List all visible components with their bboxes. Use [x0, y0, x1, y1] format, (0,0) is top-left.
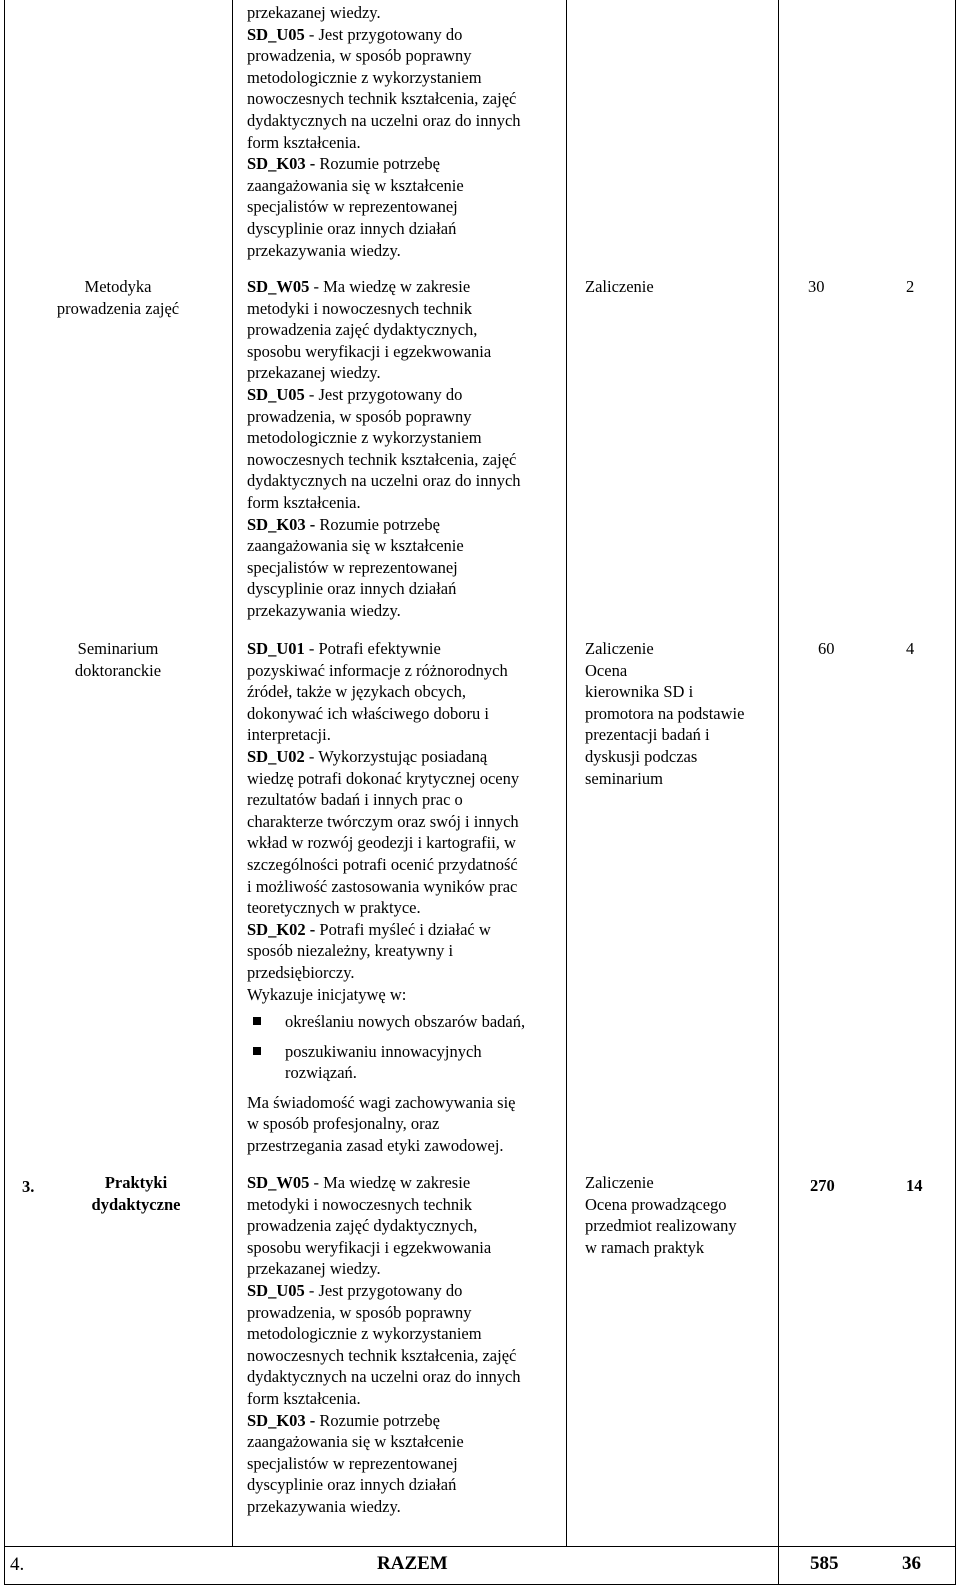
text-run: Ma świadomość wagi zachowywania się [247, 1092, 516, 1112]
text-line [247, 298, 521, 320]
text-run: i możliwość zastosowania wyników prac [247, 876, 518, 896]
assessment-line: Ocena [585, 660, 628, 680]
text-line [247, 1172, 521, 1194]
text-run: wiedzę potrafi dokonać krytycznej oceny [247, 768, 520, 788]
list-item [247, 1011, 525, 1033]
assessment-seminarium [585, 638, 744, 789]
text-run: źródeł, także w językach obcych, [247, 682, 466, 702]
text-line [247, 1092, 525, 1114]
table-border-bottom [4, 1584, 956, 1585]
text-line [247, 919, 525, 941]
text-line [247, 427, 521, 449]
text-run: prowadzenia zajęć dydaktycznych, [247, 320, 478, 340]
text-run: form kształcenia. [247, 492, 361, 512]
text-run: przekazywania wiedzy. [247, 1496, 401, 1516]
assessment-metodyka [585, 276, 654, 298]
subject-name-line: dydaktyczne [91, 1194, 181, 1214]
text-line [247, 1237, 521, 1259]
text-run: dyscyplinie oraz innych działań [247, 218, 457, 238]
text-run: wkład w rozwój geodezji i kartografii, w [247, 833, 516, 853]
text-run: szczególności potrafi ocenić przydatność [247, 854, 518, 874]
text-run: dydaktycznych na uczelni oraz do innych [247, 471, 521, 491]
text-run: dyscyplinie oraz innych działań [247, 579, 457, 599]
text-line [247, 1453, 521, 1475]
assessment-line: w ramach praktyk [585, 1237, 705, 1257]
effect-code: SD_K03 - [247, 1410, 316, 1430]
column-divider [232, 0, 233, 1546]
list-item-line: określaniu nowych obszarów badań, [285, 1012, 526, 1032]
text-line [247, 110, 521, 132]
text-line [247, 557, 521, 579]
text-run: przekazanej wiedzy. [247, 3, 381, 22]
text-line [247, 470, 521, 492]
text-line [247, 2, 521, 24]
list-item [247, 1041, 525, 1084]
text-run: przestrzegania zasad etyki zawodowej. [247, 1136, 504, 1156]
subject-name-metodyka [4, 276, 232, 319]
effect-code: SD_U05 [247, 1280, 305, 1300]
text-run: interpretacji. [247, 725, 331, 745]
text-run: - Jest przygotowany do [304, 1280, 463, 1300]
text-line [247, 660, 525, 682]
text-run: dydaktycznych na uczelni oraz do innych [247, 110, 521, 130]
text-line [247, 88, 521, 110]
text-run: nowoczesnych technik kształcenia, zajęć [247, 89, 517, 109]
text-run: Rozumie potrzebę [315, 1410, 440, 1430]
row-number: 3. [22, 1177, 35, 1196]
assessment-line: seminarium [585, 768, 663, 788]
text-run: dokonywać ich właściwego doboru i [247, 703, 489, 723]
learning-effects-praktyki [247, 1172, 521, 1518]
text-run: Rozumie potrzebę [315, 154, 440, 174]
effect-code: SD_U05 [247, 384, 305, 404]
text-line [247, 1302, 521, 1324]
text-line [247, 319, 521, 341]
assessment-line: promotora na podstawie [585, 703, 745, 723]
assessment-praktyki [585, 1172, 737, 1258]
assessment-line: Zaliczenie [585, 1173, 654, 1192]
text-run: rezultatów badań i innych prac o [247, 790, 463, 810]
text-run: przekazanej wiedzy. [247, 363, 381, 383]
text-line [247, 1345, 521, 1367]
text-line [247, 854, 525, 876]
effect-code: SD_K03 - [247, 514, 316, 534]
effects-continued [247, 1092, 525, 1157]
text-line [247, 1215, 521, 1237]
text-line [247, 746, 525, 768]
subject-name-seminarium [4, 638, 232, 681]
text-line [247, 1474, 521, 1496]
text-run: przekazywania wiedzy. [247, 240, 401, 260]
text-line [247, 962, 525, 984]
text-run: charakterze twórczym oraz swój i innych [247, 811, 519, 831]
hours-metodyka: 30 [808, 277, 825, 296]
text-line [247, 1258, 521, 1280]
text-line [247, 1194, 521, 1216]
subject-name-line: Seminarium [77, 639, 159, 658]
text-line [247, 832, 525, 854]
text-run: - Ma wiedzę w zakresie [309, 277, 471, 296]
assessment-line: kierownika SD i [585, 682, 694, 702]
text-run: pozyskiwać informacje z różnorodnych [247, 660, 508, 680]
effect-code: SD_W05 [247, 1173, 310, 1192]
text-line [247, 24, 521, 46]
text-line [247, 724, 525, 746]
text-line [247, 1431, 521, 1453]
text-run: metodologicznie z wykorzystaniem [247, 67, 482, 87]
total-hours: 585 [810, 1553, 839, 1574]
text-line [247, 1496, 521, 1518]
text-line [247, 449, 521, 471]
text-line [247, 1135, 525, 1157]
text-line [247, 681, 525, 703]
ects-praktyki: 14 [906, 1176, 923, 1195]
text-run: teoretycznych w praktyce. [247, 898, 421, 918]
text-run: form kształcenia. [247, 132, 361, 152]
subject-name-line: Metodyka [84, 277, 152, 296]
ects-seminarium: 4 [906, 639, 915, 658]
effect-code: SD_K02 - [247, 919, 316, 939]
subject-name-praktyki [40, 1172, 232, 1215]
subject-name-line: prowadzenia zajęć [56, 298, 180, 318]
text-run: zaangażowania się w kształcenie [247, 175, 464, 195]
assessment-line: Ocena prowadzącego [585, 1194, 727, 1214]
text-run: Wykazuje inicjatywę w: [247, 984, 407, 1004]
text-run: dyscyplinie oraz innych działań [247, 1475, 457, 1495]
learning-effects-metodyka [247, 276, 521, 622]
text-line [247, 940, 525, 962]
text-line [247, 703, 525, 725]
text-line [247, 1388, 521, 1410]
text-line [247, 492, 521, 514]
text-run: specjalistów w reprezentowanej [247, 1453, 458, 1473]
text-line [247, 196, 521, 218]
text-line [247, 132, 521, 154]
text-run: - Ma wiedzę w zakresie [309, 1173, 471, 1192]
text-line [247, 768, 525, 790]
text-run: nowoczesnych technik kształcenia, zajęć [247, 449, 517, 469]
text-run: sposobu weryfikacji i egzekwowania [247, 341, 492, 361]
effect-code: SD_U02 [247, 746, 305, 766]
text-line [247, 1323, 521, 1345]
text-run: dydaktycznych na uczelni oraz do innych [247, 1367, 521, 1387]
assessment-line: prezentacji badań i [585, 725, 710, 745]
text-line [247, 406, 521, 428]
table-border-right [955, 0, 956, 1584]
text-line [247, 514, 521, 536]
text-line [247, 535, 521, 557]
text-line [247, 153, 521, 175]
text-run: zaangażowania się w kształcenie [247, 536, 464, 556]
row-divider [4, 1546, 956, 1547]
text-run: w sposób profesjonalny, oraz [247, 1114, 440, 1134]
text-run: przekazywania wiedzy. [247, 600, 401, 620]
text-run: metodyki i nowoczesnych technik [247, 1194, 472, 1214]
column-divider [778, 0, 779, 1584]
text-line [247, 1113, 525, 1135]
assessment-line: Zaliczenie [585, 277, 654, 296]
text-line [247, 876, 525, 898]
text-line [247, 218, 521, 240]
text-line [247, 1410, 521, 1432]
total-ects: 36 [902, 1553, 921, 1574]
text-run: specjalistów w reprezentowanej [247, 557, 458, 577]
text-run: - Jest przygotowany do [304, 24, 463, 44]
list-item-line: poszukiwaniu innowacyjnych [285, 1041, 482, 1061]
text-line [247, 897, 525, 919]
text-line [247, 240, 521, 262]
text-run: metodologicznie z wykorzystaniem [247, 428, 482, 448]
text-run: - Wykorzystując posiadaną [304, 746, 488, 766]
text-line [247, 384, 521, 406]
text-line [247, 67, 521, 89]
text-run: prowadzenia, w sposób poprawny [247, 46, 472, 66]
text-line [247, 578, 521, 600]
text-run: Rozumie potrzebę [315, 514, 440, 534]
table-border-left [4, 0, 5, 1584]
total-row-number: 4. [10, 1554, 25, 1575]
text-run: sposobu weryfikacji i egzekwowania [247, 1237, 492, 1257]
text-run: Potrafi myśleć i działać w [315, 919, 491, 939]
subject-name-line: Praktyki [104, 1173, 168, 1192]
text-run: przekazanej wiedzy. [247, 1259, 381, 1279]
text-line [247, 45, 521, 67]
assessment-line: dyskusji podczas [585, 746, 698, 766]
effect-code: SD_U01 [247, 639, 305, 658]
text-run: zaangażowania się w kształcenie [247, 1432, 464, 1452]
text-run: prowadzenia, w sposób poprawny [247, 1302, 472, 1322]
effect-code: SD_W05 [247, 277, 310, 296]
assessment-line: Zaliczenie [585, 639, 654, 658]
column-divider [566, 0, 567, 1546]
text-line [247, 276, 521, 298]
list-item-line: rozwiązań. [285, 1063, 357, 1083]
text-line [247, 1280, 521, 1302]
text-run: przedsiębiorczy. [247, 962, 355, 982]
text-run: metodyki i nowoczesnych technik [247, 298, 472, 318]
text-run: sposób niezależny, kreatywny i [247, 941, 454, 961]
text-run: metodologicznie z wykorzystaniem [247, 1324, 482, 1344]
text-line [247, 638, 525, 660]
continued-effects-cell [247, 2, 521, 261]
text-line [247, 984, 525, 1006]
text-line [247, 1366, 521, 1388]
text-line [247, 175, 521, 197]
text-line [247, 600, 521, 622]
text-run: form kształcenia. [247, 1388, 361, 1408]
hours-praktyki: 270 [810, 1176, 835, 1195]
total-row-label: RAZEM [377, 1553, 448, 1574]
subject-name-line: doktoranckie [74, 660, 162, 680]
initiative-list [247, 1011, 525, 1084]
text-run: nowoczesnych technik kształcenia, zajęć [247, 1345, 517, 1365]
text-line [247, 811, 525, 833]
text-run: - Jest przygotowany do [304, 384, 463, 404]
text-run: specjalistów w reprezentowanej [247, 197, 458, 217]
learning-effects-seminarium [247, 638, 525, 1157]
assessment-line: przedmiot realizowany [585, 1216, 737, 1236]
text-run: prowadzenia, w sposób poprawny [247, 406, 472, 426]
hours-seminarium: 60 [818, 639, 835, 658]
ects-metodyka: 2 [906, 277, 915, 296]
effect-code: SD_U05 [247, 24, 305, 44]
text-line [247, 789, 525, 811]
text-run: - Potrafi efektywnie [304, 639, 441, 658]
text-run: prowadzenia zajęć dydaktycznych, [247, 1216, 478, 1236]
text-line [247, 341, 521, 363]
text-line [247, 362, 521, 384]
effect-code: SD_K03 - [247, 154, 316, 174]
